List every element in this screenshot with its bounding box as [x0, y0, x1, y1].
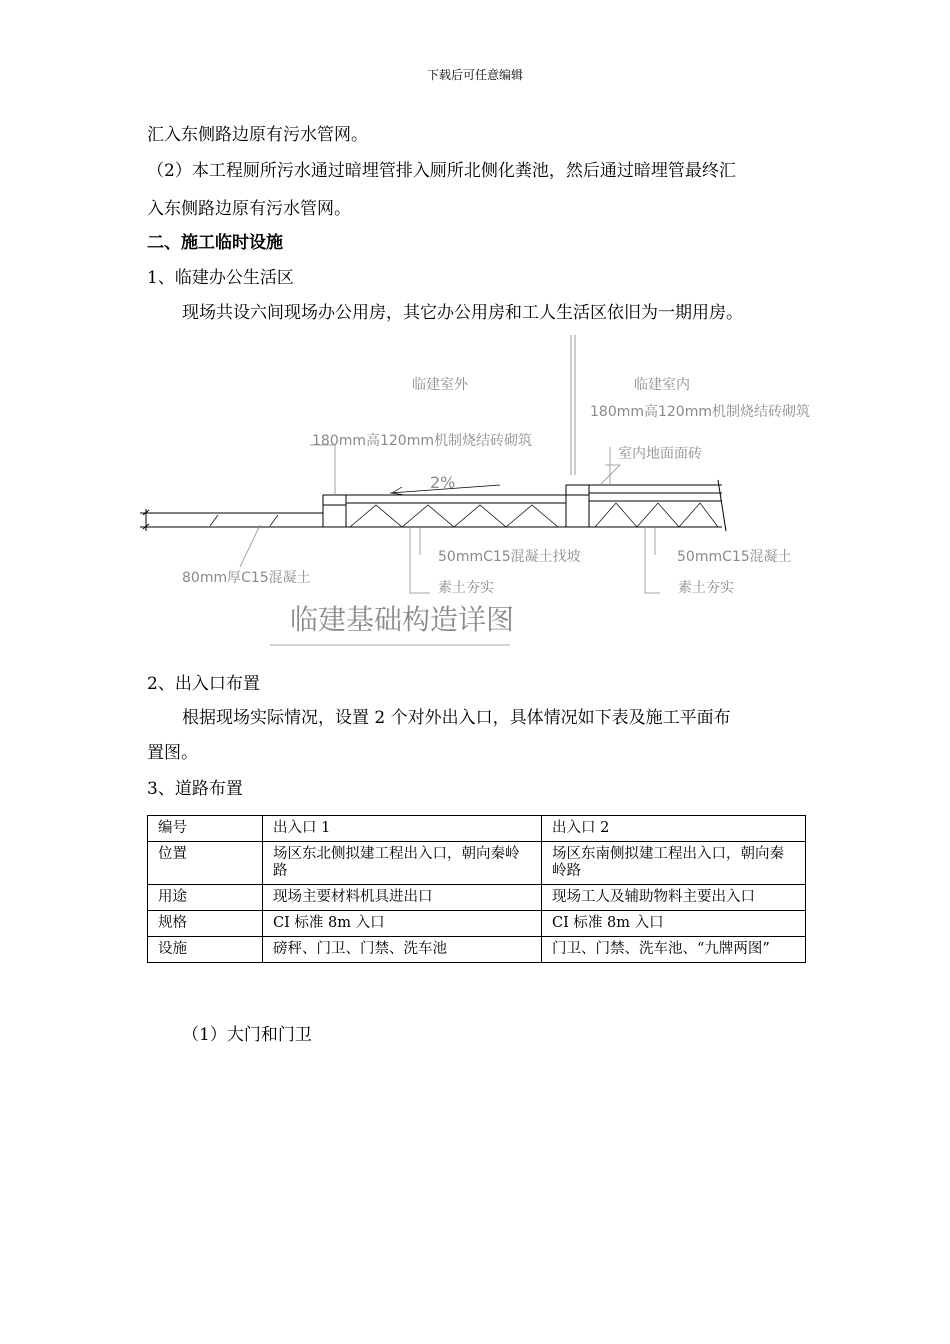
table-cell: CI 标准 8m 入口: [263, 911, 542, 937]
paragraph: （2）本工程厕所污水通过暗埋管排入厕所北侧化粪池，然后通过暗埋管最终汇: [147, 161, 736, 181]
subsection-heading: 1、临建办公生活区: [147, 268, 294, 288]
paragraph: 现场共设六间现场办公用房，其它办公用房和工人生活区依旧为一期用房。: [182, 303, 743, 323]
table-cell: 场区东北侧拟建工程出入口，朝向秦岭路: [263, 842, 542, 885]
table-cell: 门卫、门禁、洗车池、“九牌两图”: [542, 937, 806, 963]
diagram-label-outdoor: 临建室外: [412, 377, 468, 393]
diagram-label-compact-left: 素土夯实: [438, 580, 494, 596]
table-cell: 规格: [148, 911, 263, 937]
diagram-label-indoor: 临建室内: [634, 377, 690, 393]
table-row: [148, 911, 806, 937]
table-cell: 现场工人及辅助物料主要出入口: [542, 885, 806, 911]
table-cell: 磅秤、门卫、门禁、洗车池: [263, 937, 542, 963]
paragraph: （1）大门和门卫: [182, 1025, 312, 1045]
diagram-label-concrete-80: 80mm厚C15混凝土: [182, 570, 311, 586]
paragraph: 置图。: [147, 743, 198, 763]
table-row: [148, 885, 806, 911]
diagram-label-wall-left: 180mm高120mm机制烧结砖砌筑: [312, 433, 532, 449]
diagram-label-compact-right: 素土夯实: [678, 580, 734, 596]
diagram-label-slope: 2%: [430, 473, 456, 492]
section-heading: 二、施工临时设施: [147, 233, 283, 253]
table-cell: 位置: [148, 842, 263, 885]
table-row: [148, 937, 806, 963]
table-cell: 设施: [148, 937, 263, 963]
entrance-table: [147, 815, 806, 963]
diagram-label-wall-right: 180mm高120mm机制烧结砖砌筑: [590, 404, 810, 420]
table-cell: 用途: [148, 885, 263, 911]
foundation-detail-diagram: [140, 335, 820, 655]
table-row: [148, 842, 806, 885]
diagram-title: 临建基础构造详图: [290, 603, 515, 636]
subsection-heading: 2、出入口布置: [147, 674, 260, 694]
paragraph: 汇入东侧路边原有污水管网。: [147, 125, 368, 145]
table-cell: CI 标准 8m 入口: [542, 911, 806, 937]
subsection-heading: 3、道路布置: [147, 779, 243, 799]
paragraph: 根据现场实际情况，设置 2 个对外出入口，具体情况如下表及施工平面布: [182, 708, 731, 728]
table-cell: 出入口 2: [542, 816, 806, 842]
paragraph: 入东侧路边原有污水管网。: [147, 199, 351, 219]
table-cell: 编号: [148, 816, 263, 842]
table-cell: 出入口 1: [263, 816, 542, 842]
page-header: 下载后可任意编辑: [426, 68, 523, 82]
diagram-label-floor-tile: 室内地面面砖: [618, 446, 702, 462]
table-cell: 现场主要材料机具进出口: [263, 885, 542, 911]
table-header-row: [148, 816, 806, 842]
table-cell: 场区东南侧拟建工程出入口，朝向秦岭路: [542, 842, 806, 885]
diagram-label-concrete-50: 50mmC15混凝土: [677, 549, 792, 565]
diagram-label-concrete-slope: 50mmC15混凝土找坡: [438, 549, 581, 565]
